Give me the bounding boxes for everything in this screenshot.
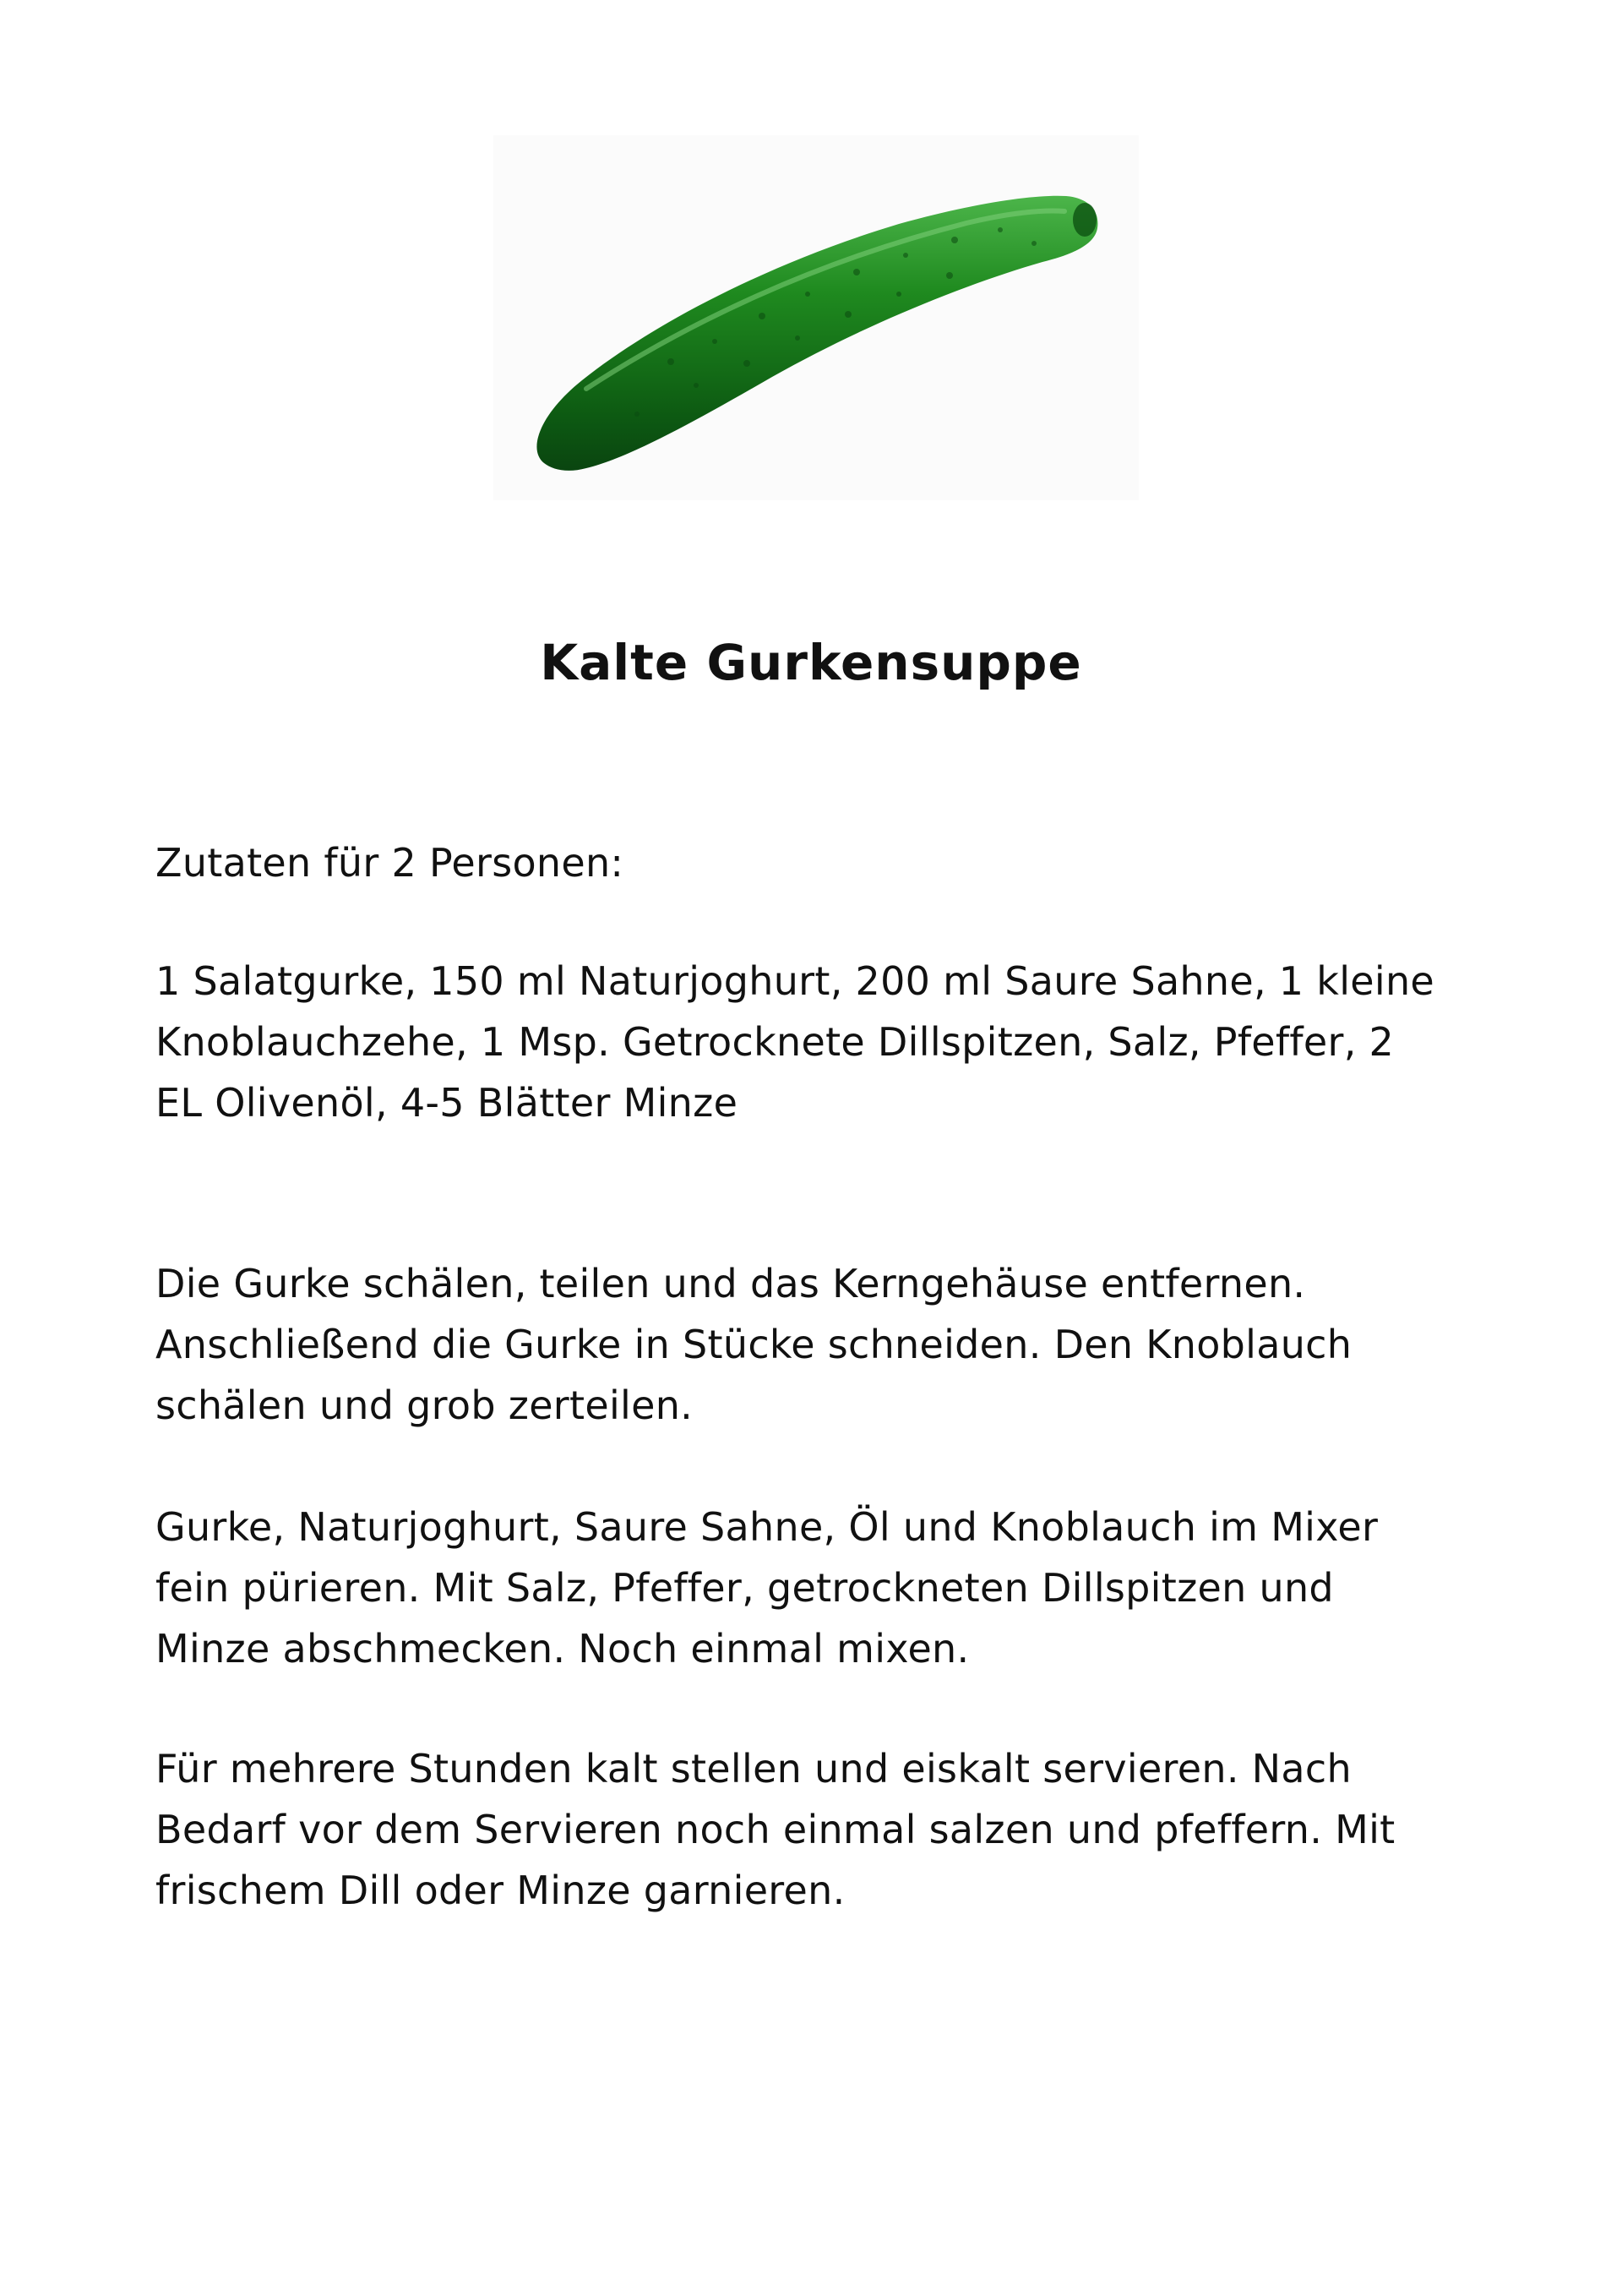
- cucumber-image: [493, 135, 1139, 500]
- ingredients-heading-text: Zutaten für 2 Personen:: [155, 840, 624, 886]
- ingredients-line: 1 Salatgurke, 150 ml Naturjoghurt, 200 ml Saure Sahne, 1 kleine: [155, 958, 1435, 1004]
- instruction-step-3: [155, 1738, 1507, 1921]
- instruction-line: Für mehrere Stunden kalt stellen und eiskalt servieren. Nach: [155, 1746, 1352, 1792]
- ingredients-line: EL Olivenöl, 4-5 Blätter Minze: [155, 1080, 738, 1126]
- instruction-line: Gurke, Naturjoghurt, Saure Sahne, Öl und Knoblauch im Mixer: [155, 1504, 1379, 1550]
- instruction-line: schälen und grob zerteilen.: [155, 1383, 694, 1428]
- instruction-line: Die Gurke schälen, teilen und das Kerngehäuse entfernen.: [155, 1261, 1306, 1306]
- instruction-line: Anschließend die Gurke in Stücke schneiden. Den Knoblauch: [155, 1322, 1353, 1367]
- instruction-step-2: [155, 1497, 1507, 1679]
- ingredients-heading: [155, 832, 1507, 893]
- ingredients-line: Knoblauchzehe, 1 Msp. Getrocknete Dillspitzen, Salz, Pfeffer, 2: [155, 1019, 1395, 1065]
- instruction-line: frischem Dill oder Minze garnieren.: [155, 1868, 846, 1913]
- instruction-line: Bedarf vor dem Servieren noch einmal salzen und pfeffern. Mit: [155, 1807, 1396, 1852]
- page-title: Kalte Gurkensuppe: [540, 634, 1082, 691]
- instruction-line: fein pürieren. Mit Salz, Pfeffer, getrockneten Dillspitzen und: [155, 1565, 1334, 1611]
- ingredients-list: [155, 951, 1507, 1133]
- instruction-step-1: [155, 1253, 1507, 1436]
- instruction-line: Minze abschmecken. Noch einmal mixen.: [155, 1626, 970, 1672]
